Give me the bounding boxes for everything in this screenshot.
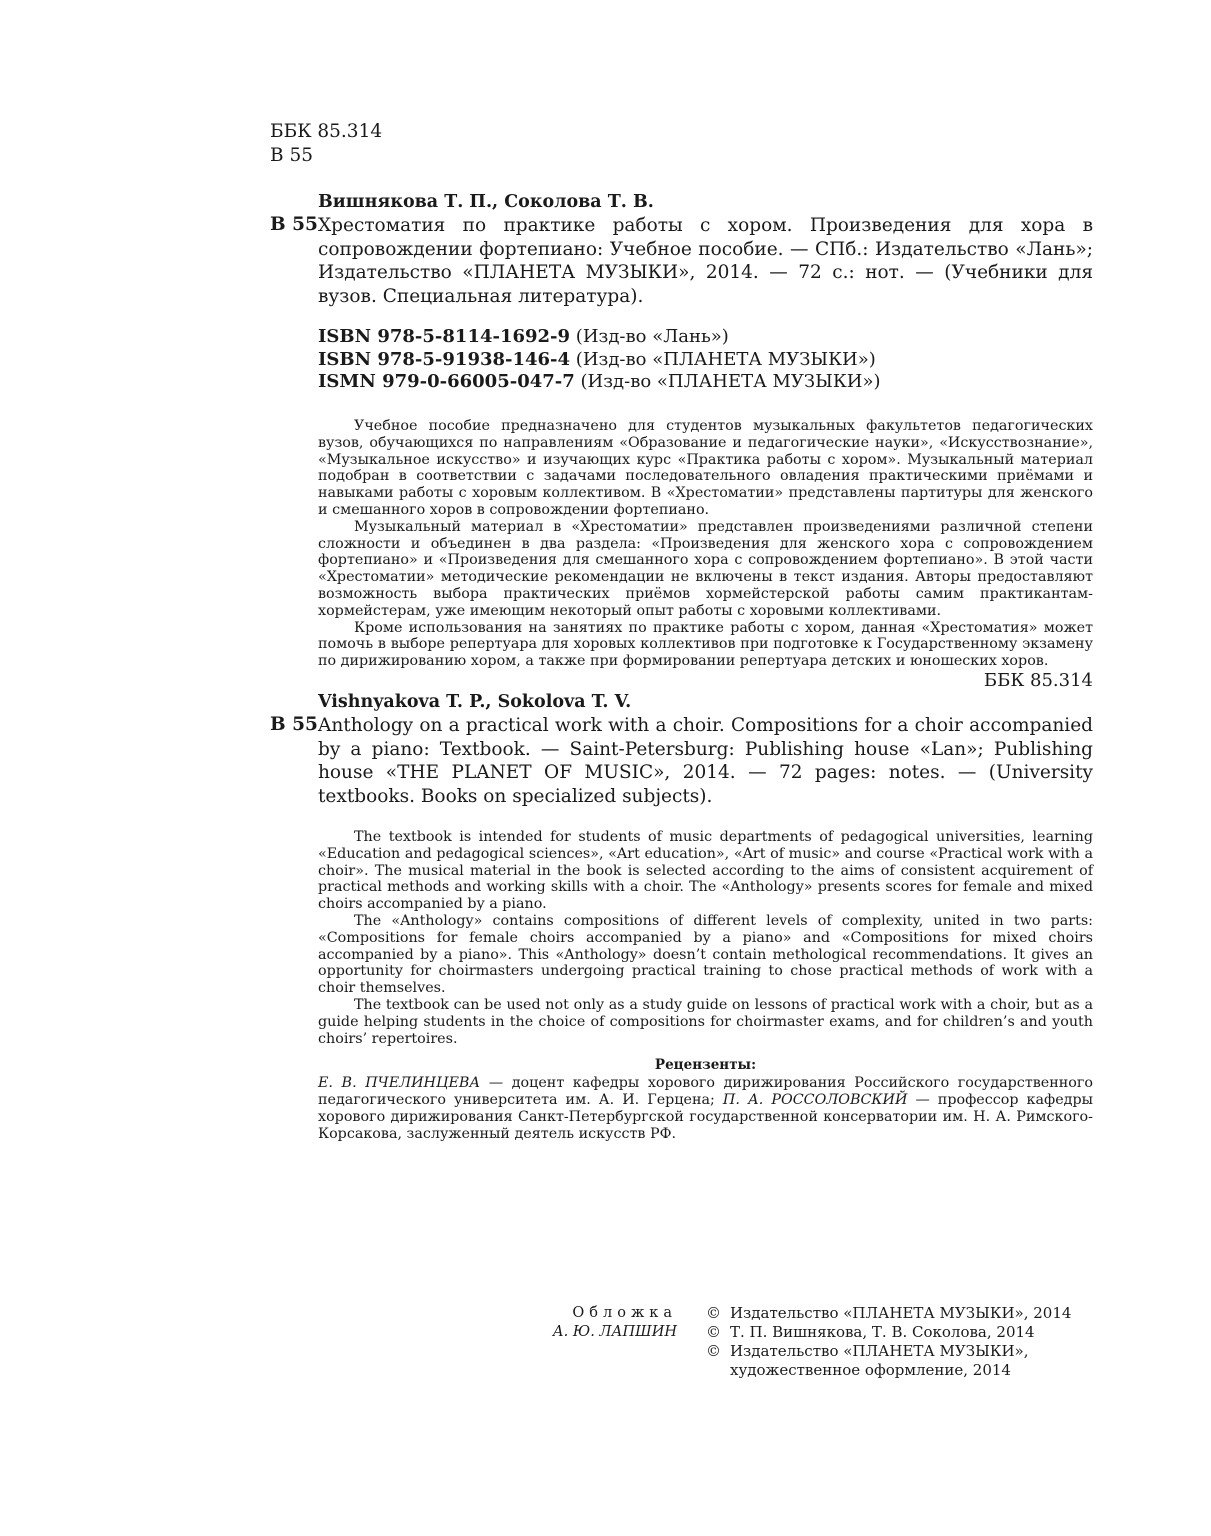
isbn-number: ISBN 978-5-91938-146-4 — [318, 348, 571, 370]
copyright-line — [706, 1304, 1071, 1323]
abstract-paragraph: Учебное пособие предназначено для студентов музыкальных факультетов педагогических вузов, обучающихся по направлениям «Образование и педагогические науки», «Искусствознание», «Музыкальное искусство» и изучающих курс «Практика работы с хором». Музыкальный материал подобран в соответствии с задачами последовательного овладения практическими приёмами и навыками работы с хоровым коллективом. В «Хрестоматии» представлены партитуры для женского и смешанного хоров в сопровождении фортепиано. — [318, 418, 1093, 518]
copyright-text: Издательство «ПЛАНЕТА МУЗЫКИ», 2014 — [730, 1304, 1072, 1322]
isbn-number: ISMN 979-0-66005-047-7 — [318, 371, 575, 392]
description-ru: Хрестоматия по практике работы с хором. Произведения для хора в сопровождении фортепиано: Учебное пособие. — СПб.: Издательство «Лань»; Издательство «ПЛАНЕТА МУЗЫКИ», 2014. — 72 с.: нот. — (Учебники для вузов. Специальная литература). — [318, 215, 1093, 307]
cover-label: Обложка — [572, 1305, 677, 1321]
copyright-line — [706, 1342, 1071, 1361]
author-sign-en: В 55 — [270, 714, 318, 735]
isbn-publisher: (Изд-во «ПЛАНЕТА МУЗЫКИ») — [580, 371, 881, 392]
abstract-ru — [318, 418, 1093, 670]
reviewers-text — [318, 1075, 1093, 1143]
isbn-publisher: (Изд-во «ПЛАНЕТА МУЗЫКИ») — [575, 348, 876, 370]
description-en: Anthology on a practical work with a choir. Compositions for a choir accompanied by a piano: Textbook. — Saint-Petersburg: Publishing house «Lan»; Publishing house «THE PLANET OF MUSIC», 2014. — 72 pages: notes. — (University textbooks. Books on specialized subjects). — [318, 715, 1093, 807]
cover-credit — [553, 1304, 677, 1342]
reviewer-affiliation: — доцент кафедры хорового дирижирования Российского государственного педагогического университета им. А. И. Герцена; — [318, 1075, 1093, 1108]
abstract-paragraph: Кроме использования на занятиях по практике работы с хором, данная «Хрестоматия» может помочь в выборе репертуара для хоровых коллективов при подготовке к Государственному экзамену по дирижированию хором, а также при формировании репертуара детских и юношеских хоров. — [318, 619, 1093, 670]
copyright-block — [706, 1304, 1071, 1380]
abstract-en — [318, 829, 1093, 1047]
copyright-icon: © — [706, 1323, 721, 1341]
copyright-line-continued: художественное оформление, 2014 — [730, 1361, 1011, 1379]
abstract-paragraph: The textbook is intended for students of music departments of pedagogical universities, learning «Education and pedagogical sciences», «Art education», «Art of music» and course «Practical work with a choir». The musical material in the book is selected according to the aims of consistent acquirement of practical methods and working skills with a choir. The «Anthology» presents scores for female and mixed choirs accompanied by a piano. — [318, 829, 1093, 913]
abstract-paragraph: The «Anthology» contains compositions of different levels of complexity, united in two parts: «Compositions for female choirs accompanied by a piano» and «Compositions for mixed choirs accompanied by a piano». This «Anthology» doesn’t contain methological recommendations. It gives an opportunity for choirmasters undergoing practical training to chose practical methods of work with a choir themselves. — [318, 912, 1093, 997]
bbk-index: ББК 85.314 — [270, 121, 383, 142]
copyright-text: Издательство «ПЛАНЕТА МУЗЫКИ», — [730, 1342, 1029, 1360]
cover-artist: А. Ю. ЛАПШИН — [552, 1324, 677, 1340]
reviewer-name: Е. В. ПЧЕЛИНЦЕВА — [318, 1075, 481, 1091]
author-sign-ru: В 55 — [270, 214, 318, 235]
abstract-paragraph: Музыкальный материал в «Хрестоматии» представлен произведениями различной степени сложности и объединен в два раздела: «Произведения для женского хора с сопровождением фортепиано» и «Произведения для смешанного хора с сопровождением фортепиано». В этой части «Хрестоматии» методические рекомендации не включены в текст издания. Авторы предоставляют возможность выбора практических приёмов хормейстерской работы самим практикантам-хормейстерам, уже имеющим некоторый опыт работы с хоровыми коллективами. — [318, 518, 1093, 619]
reviewers-heading: Рецензенты: — [654, 1057, 757, 1073]
isbn-line — [318, 371, 880, 394]
isbn-publisher: (Изд-во «Лань») — [575, 326, 729, 347]
reviewer-affiliation: — профессор кафедры хорового дирижирования Санкт-Петербургской государственной консерватории им. Н. А. Римского-Корсакова, заслуженный деятель искусств РФ. — [318, 1092, 1094, 1142]
bbk-index-ru: ББК 85.314 — [983, 670, 1093, 691]
authors-ru: Вишнякова Т. П., Соколова Т. В. — [318, 192, 654, 212]
isbn-line — [318, 349, 880, 372]
bbk-header — [270, 120, 382, 168]
abstract-paragraph: The textbook can be used not only as a study guide on lessons of practical work with a choir, but as a guide helping students in the choice of compositions for choirmaster exams, and for children’s and youth choirs’ repertoires. — [318, 996, 1093, 1047]
author-sign: В 55 — [270, 145, 314, 166]
isbn-line — [318, 326, 880, 349]
copyright-icon: © — [706, 1342, 721, 1360]
isbn-list — [318, 326, 880, 394]
copyright-line — [706, 1323, 1071, 1342]
isbn-number: ISBN 978-5-8114-1692-9 — [318, 326, 571, 347]
reviewer-name: П. А. РОССОЛОВСКИЙ — [722, 1092, 908, 1108]
copyright-icon: © — [706, 1304, 721, 1322]
authors-en: Vishnyakova T. P., Sokolova T. V. — [318, 692, 632, 712]
copyright-text: Т. П. Вишнякова, Т. В. Соколова, 2014 — [730, 1323, 1035, 1341]
